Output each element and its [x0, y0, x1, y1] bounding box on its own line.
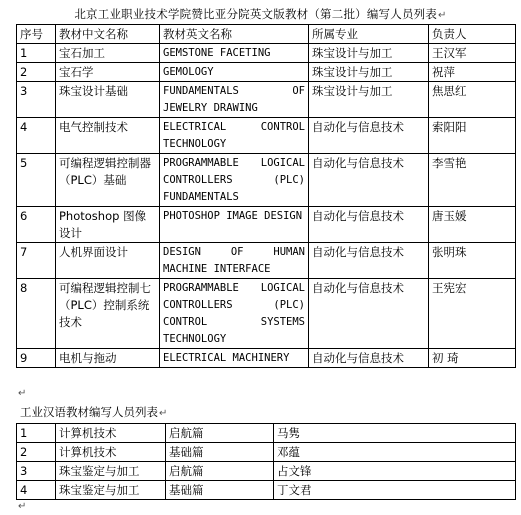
- table-row: [17, 44, 516, 63]
- textbook-cn-name: 珠宝设计基础: [56, 82, 160, 118]
- lead-person: 焦思红: [429, 82, 516, 118]
- row-number: 5: [17, 154, 56, 207]
- header-cell: 所属专业: [309, 25, 429, 44]
- table-row: [17, 349, 516, 368]
- major: 珠宝鉴定与加工: [56, 481, 166, 500]
- header-cell: 序号: [17, 25, 56, 44]
- paragraph-mark: ↵: [18, 388, 27, 399]
- lead-person: 邓蕴: [274, 443, 516, 462]
- table-row: [17, 462, 516, 481]
- row-number: 7: [17, 243, 56, 279]
- lead-person: 王汉军: [429, 44, 516, 63]
- lead-person: 马隽: [274, 424, 516, 443]
- textbook-cn-name: 可编程逻辑控制器（PLC）基础: [56, 154, 160, 207]
- textbook-en-name: DESIGN OF HUMAN MACHINE INTERFACE: [160, 243, 309, 279]
- textbook-cn-name: 宝石学: [56, 63, 160, 82]
- section-subtitle: 工业汉语教材编写人员列表↵: [20, 405, 168, 419]
- textbook-en-name: PROGRAMMABLE LOGICAL CONTROLLERS (PLC) CONTROL SYSTEMS TECHNOLOGY: [160, 279, 309, 349]
- document-title: 北京工业职业技术学院赞比亚分院英文版教材（第二批）编写人员列表↵: [74, 7, 447, 21]
- lead-person: 初 琦: [429, 349, 516, 368]
- major: 珠宝鉴定与加工: [56, 462, 166, 481]
- lead-person: 唐玉媛: [429, 207, 516, 243]
- table-row: [17, 82, 516, 118]
- table-header-row: [17, 25, 516, 44]
- lead-person: 李雪艳: [429, 154, 516, 207]
- textbook-level: 基础篇: [166, 443, 274, 462]
- row-number: 2: [17, 63, 56, 82]
- major: 自动化与信息技术: [309, 279, 429, 349]
- major: 自动化与信息技术: [309, 118, 429, 154]
- textbook-level: 启航篇: [166, 424, 274, 443]
- lead-person: 占文锋: [274, 462, 516, 481]
- major: 自动化与信息技术: [309, 349, 429, 368]
- textbook-en-name: PHOTOSHOP IMAGE DESIGN: [160, 207, 309, 243]
- lead-person: 张明珠: [429, 243, 516, 279]
- textbook-en-name: PROGRAMMABLE LOGICAL CONTROLLERS (PLC) FUNDAMENTALS: [160, 154, 309, 207]
- row-number: 3: [17, 82, 56, 118]
- row-number: 1: [17, 424, 56, 443]
- row-number: 9: [17, 349, 56, 368]
- header-cell: 教材英文名称: [160, 25, 309, 44]
- textbook-cn-name: 可编程逻辑控制七（PLC）控制系统技术: [56, 279, 160, 349]
- textbook-cn-name: Photoshop 图像设计: [56, 207, 160, 243]
- textbook-level: 基础篇: [166, 481, 274, 500]
- paragraph-mark: ↵: [18, 501, 27, 512]
- textbook-cn-name: 电气控制技术: [56, 118, 160, 154]
- textbook-en-name: GEMSTONE FACETING: [160, 44, 309, 63]
- major: 珠宝设计与加工: [309, 63, 429, 82]
- lead-person: 索阳阳: [429, 118, 516, 154]
- row-number: 2: [17, 443, 56, 462]
- table-row: [17, 154, 516, 207]
- table-row: [17, 279, 516, 349]
- major: 自动化与信息技术: [309, 243, 429, 279]
- header-cell: 负责人: [429, 25, 516, 44]
- table-row: [17, 207, 516, 243]
- major: 计算机技术: [56, 443, 166, 462]
- lead-person: 祝萍: [429, 63, 516, 82]
- row-number: 3: [17, 462, 56, 481]
- header-cell: 教材中文名称: [56, 25, 160, 44]
- textbook-en-name: FUNDAMENTALS OF JEWELRY DRAWING: [160, 82, 309, 118]
- major: 自动化与信息技术: [309, 154, 429, 207]
- row-number: 4: [17, 481, 56, 500]
- lead-person: 王宪宏: [429, 279, 516, 349]
- table-row: [17, 118, 516, 154]
- textbook-cn-name: 宝石加工: [56, 44, 160, 63]
- major: 珠宝设计与加工: [309, 82, 429, 118]
- lead-person: 丁文君: [274, 481, 516, 500]
- table-row: [17, 481, 516, 500]
- major: 珠宝设计与加工: [309, 44, 429, 63]
- textbook-table: [16, 24, 516, 368]
- row-number: 4: [17, 118, 56, 154]
- row-number: 8: [17, 279, 56, 349]
- major: 计算机技术: [56, 424, 166, 443]
- textbook-level: 启航篇: [166, 462, 274, 481]
- table-row: [17, 424, 516, 443]
- textbook-en-name: ELECTRICAL CONTROL TECHNOLOGY: [160, 118, 309, 154]
- major: 自动化与信息技术: [309, 207, 429, 243]
- textbook-en-name: ELECTRICAL MACHINERY: [160, 349, 309, 368]
- row-number: 1: [17, 44, 56, 63]
- textbook-cn-name: 电机与拖动: [56, 349, 160, 368]
- textbook-cn-name: 人机界面设计: [56, 243, 160, 279]
- paragraph-mark: ↵: [438, 10, 447, 21]
- table-row: [17, 243, 516, 279]
- textbook-en-name: GEMOLOGY: [160, 63, 309, 82]
- chinese-textbook-table: [16, 423, 516, 500]
- table-row: [17, 443, 516, 462]
- table-row: [17, 63, 516, 82]
- row-number: 6: [17, 207, 56, 243]
